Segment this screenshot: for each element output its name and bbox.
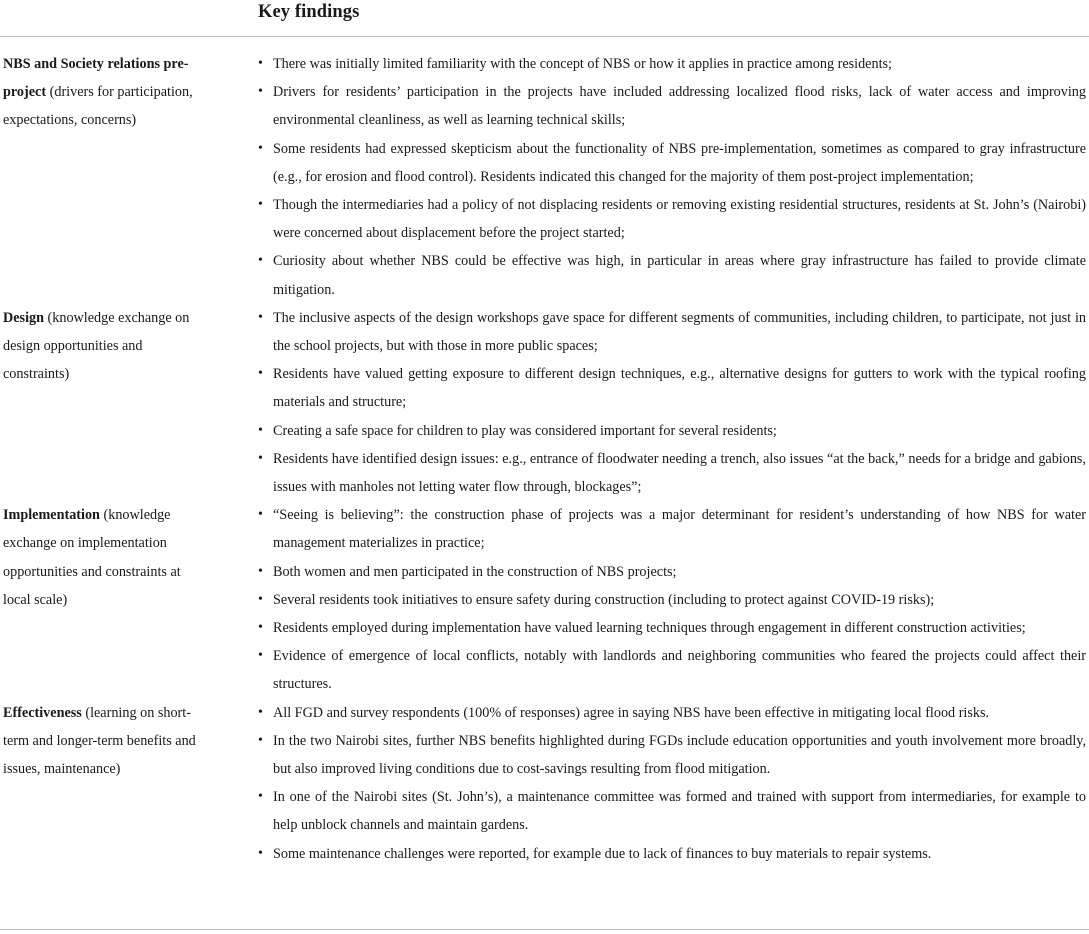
finding-item [258,191,1086,247]
finding-text: Some residents had expressed skepticism about the functionality of NBS pre-implementation, sometimes as compared to gray infrastructure (e.g., for erosion and flood control). Residents indicated this changed for the majority of them post-project implementation; [273,140,1086,185]
finding-item [258,840,1086,868]
category-description: (learning on short-term and longer-term benefits and issues, maintenance) [3,704,196,778]
bullet-icon: • [258,140,263,156]
bullet-icon: • [258,704,263,720]
column-heading-key-findings: Key findings [258,2,360,22]
bullet-icon: • [258,648,263,664]
finding-item [258,586,1086,614]
finding-text: In the two Nairobi sites, further NBS benefits highlighted during FGDs include education opportunities and youth involvement more broadly, but also improved living conditions due to cost-savings resulting from flood mitigation. [273,732,1086,778]
finding-item [258,614,1086,642]
table-body [0,50,1089,868]
finding-text: Several residents took initiatives to ensure safety during construction (including to protect against COVID-19 risks); [273,591,935,608]
bullet-icon: • [258,732,263,748]
bullet-icon: • [258,56,263,71]
category-title: Implementation [3,507,100,524]
finding-text: Evidence of emergence of local conflicts, notably with landlords and neighboring communities who feared the projects could affect their structures. [273,648,1086,693]
finding-text: In one of the Nairobi sites (St. John’s), a maintenance committee was formed and trained with support from intermediaries, for example to help unblock channels and maintain gardens. [273,789,1086,834]
bullet-icon: • [258,309,263,325]
category-description: (drivers for participation, expectations, concerns) [3,84,193,129]
category-description: (knowledge exchange on implementation opportunities and constraints at local scale) [3,507,181,608]
finding-item [258,445,1086,501]
table-row [0,304,1089,501]
bullet-icon: • [258,845,263,861]
finding-item [258,360,1086,416]
row-category [3,699,198,784]
bullet-icon: • [258,253,263,269]
bottom-rule [0,929,1089,930]
findings-list [258,50,1086,304]
finding-item [258,699,1086,727]
finding-text: The inclusive aspects of the design workshops gave space for different segments of communities, including children, to participate, not just in the school projects, but with those in more public spaces; [273,309,1086,355]
findings-list [258,501,1086,698]
finding-item [258,78,1086,134]
row-category [3,50,198,135]
category-title: Design [3,309,44,326]
finding-text: Some maintenance challenges were reported, for example due to lack of finances to buy materials to repair systems. [273,845,932,862]
bullet-icon: • [258,563,263,579]
bullet-icon: • [258,450,263,466]
finding-item [258,558,1086,586]
finding-text: “Seeing is believing”: the construction phase of projects was a major determinant for resident’s understanding of how NBS for water management materializes in practice; [273,507,1086,552]
finding-item [258,727,1086,783]
finding-item [258,247,1086,303]
row-category [3,501,198,614]
bullet-icon: • [258,84,263,100]
bullet-icon: • [258,620,263,636]
finding-text: There was initially limited familiarity with the concept of NBS or how it applies in practice among residents; [273,56,892,72]
finding-text: Both women and men participated in the construction of NBS projects; [273,563,677,580]
finding-item [258,304,1086,360]
finding-text: All FGD and survey respondents (100% of responses) agree in saying NBS have been effective in mitigating local flood risks. [273,704,990,721]
finding-item [258,135,1086,191]
category-description: (knowledge exchange on design opportunities and constraints) [3,309,190,383]
finding-item [258,642,1086,698]
finding-text: Curiosity about whether NBS could be effective was high, in particular in areas where gray infrastructure has failed to provide climate mitigation. [273,253,1086,298]
category-title: Effectiveness [3,704,82,721]
table-row [0,699,1089,868]
finding-item [258,50,1086,78]
finding-text: Drivers for residents’ participation in the projects have included addressing localized flood risks, lack of water access and improving environmental cleanliness, as well as learning technical skills; [273,84,1086,129]
bullet-icon: • [258,422,263,438]
findings-list [258,699,1086,868]
finding-text: Though the intermediaries had a policy of not displacing residents or removing existing residential structures, residents at St. John’s (Nairobi) were concerned about displacement before the project started; [273,197,1086,242]
finding-text: Creating a safe space for children to play was considered important for several residents; [273,422,777,439]
finding-item [258,783,1086,839]
bullet-icon: • [258,507,263,523]
finding-item [258,501,1086,557]
findings-list [258,304,1086,501]
bullet-icon: • [258,366,263,382]
row-category [3,304,198,389]
table-header [0,0,1089,37]
table-row [0,501,1089,698]
bullet-icon: • [258,197,263,213]
table-row [0,50,1089,304]
bullet-icon: • [258,591,263,607]
finding-item [258,417,1086,445]
finding-text: Residents employed during implementation have valued learning techniques through engagement in different construction activities; [273,620,1026,637]
bullet-icon: • [258,789,263,805]
finding-text: Residents have valued getting exposure to different design techniques, e.g., alternative designs for gutters to work with the typical roofing materials and structure; [273,366,1086,411]
category-title: NBS and Society relations pre-project [3,56,189,101]
finding-text: Residents have identified design issues: e.g., entrance of floodwater needing a trench, also issues “at the back,” needs for a bridge and gabions, issues with manholes not letting water flow through, blockages”; [273,450,1086,496]
